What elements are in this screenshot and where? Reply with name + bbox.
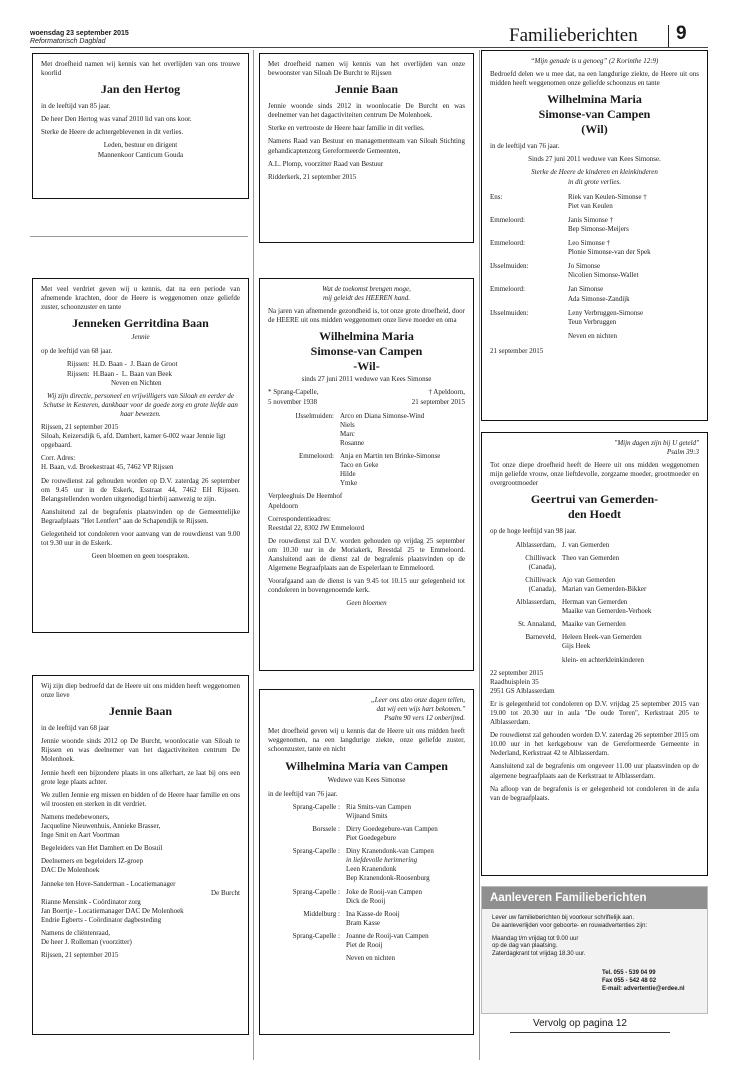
- notice-signature: Leden, bestuur en dirigent: [103, 141, 178, 150]
- family-member: Taco en Geke: [340, 461, 379, 470]
- submission-info-line: Maandag t/m vrijdag tot 9.00 uur: [492, 935, 579, 942]
- notice-text: Jennie woonde sinds 2012 in woonlocatie De Burcht en was deelnemer van het dagactiviteiten centrum De Molenhoek.: [268, 102, 465, 120]
- family-member: Marian van Gemerden-Bikker: [562, 584, 647, 593]
- family-member: Ada Simonse-Zandijk: [568, 294, 630, 303]
- name-line: Simonse-van Campen: [310, 344, 423, 359]
- family-entry: [490, 656, 699, 665]
- deceased-nickname: Jennie: [131, 333, 150, 342]
- notice-signature: Rianne Mensink - Coördinator zorg Jan Boertje - Locatiemanager DAC De Molenhoek Endrie Egberts - Coördinator dagbesteding: [41, 897, 184, 924]
- family-names: [568, 193, 699, 211]
- notice-age: in de leeftijd van 76 jaar.: [268, 789, 338, 798]
- email-link[interactable]: E-mail: advertentie@erdee.nl: [602, 986, 685, 993]
- notice-wish: Sterke de Heere de kinderen en kleinkinderen: [531, 168, 658, 177]
- fax-number: Fax 055 - 542 48 02: [602, 978, 657, 985]
- family-entry: [268, 847, 465, 883]
- notice-text: Namens Raad van Bestuur en managementteam van Siloah Stichting gehandicaptenzorg Gereformeerde Gemeenten,: [268, 137, 465, 155]
- notice-age: op de hoge leeftijd van 98 jaar.: [490, 527, 577, 536]
- page-number: 9: [676, 23, 687, 44]
- notice-text: A.L. Plomp, voorzitter Raad van Bestuur: [268, 159, 384, 168]
- notice-jennie-baan-residents: [32, 675, 249, 1035]
- notice-jan-den-hertog: [32, 53, 249, 199]
- family-names: [562, 620, 699, 629]
- notice-signature: Namens de cliëntenraad, De heer J. Rolleman (voorzitter): [41, 928, 132, 947]
- family-place: Sprang-Capelle :: [292, 802, 340, 811]
- family-member: Dick de Rooij: [346, 896, 386, 905]
- family-member: Ajo van Gemerden: [562, 575, 616, 584]
- family-entry: [490, 309, 699, 327]
- notice-signature: Janneke ten Hove-Sanderman - Locatiemanager: [41, 879, 176, 888]
- notice-intro: Tot onze diepe droefheid heeft de Heere uit ons midden weggenomen mijn geliefde vrouw, onze lieftdevolle, zorgzame moeder, grootmoeder en overgrootmoeder: [490, 461, 699, 488]
- notice-quote: “Mijn genade is u genoeg” (2 Korinthe 12:9): [530, 57, 659, 65]
- family-entry: [490, 216, 699, 234]
- family-entry: [490, 285, 699, 303]
- notice-intro: Na jaren van afnemende gezondheid is, tot onze grote droefheid, door de HEERE uit ons midden weggenomen onze lieve moeder en oma: [268, 307, 465, 325]
- name-line: -Wil-: [353, 359, 380, 374]
- family-member: Bram Kasse: [346, 918, 381, 927]
- family-place: IJsselmuiden:: [490, 262, 529, 271]
- notice-geertrui-van-gemerden: [481, 432, 708, 876]
- notice-text: Geen bloemen en geen toespraken.: [91, 552, 190, 561]
- family-place: Ens:: [490, 192, 503, 201]
- family-names: [346, 825, 465, 843]
- family-member: Teun Verbruggen: [568, 317, 617, 326]
- family-entry: [268, 412, 465, 448]
- family-list: [268, 412, 465, 489]
- family-place: Emmeloord:: [490, 239, 525, 248]
- family-list: [490, 541, 699, 665]
- relatives-line: Rijssen: H.D. Baan - J. Baan de Groot: [67, 360, 178, 369]
- family-member: Hilde: [340, 470, 356, 479]
- family-place: Emmeloord:: [490, 285, 525, 294]
- notice-quote: Wat de toekomst brengen moge,: [322, 285, 411, 293]
- notice-signature: Namens medebewoners, Jacqueline Nieuwenhuis, Annieke Brasser, Inge Smit en Aart Voortman: [41, 812, 161, 840]
- family-place: Sprang-Capelle :: [292, 931, 340, 940]
- family-place: Borssele :: [312, 824, 340, 833]
- family-entry: [490, 620, 699, 629]
- family-place: Emmeloord:: [299, 452, 334, 461]
- family-place: Chilliwack (Canada),: [525, 553, 556, 571]
- family-member: Theo van Gemerden: [562, 553, 620, 562]
- notice-text: Geen bloemen: [346, 599, 387, 608]
- notice-text: Aansluitend zal de begrafenis plaatsvinden op de Gemeentelijke Begraafplaats "Het Lentfert" aan de Schapendijk te Rijssen.: [41, 507, 240, 525]
- notice-text: Voorafgaand aan de dienst is van 9.45 tot 10.15 uur gelegenheid tot condoleren in bovengenoemde kerk.: [268, 577, 465, 595]
- submission-info-line: De aanleverlijden voor geboorte- en rouwadvertenties zijn:: [492, 922, 648, 929]
- submission-info-line: Zaterdagkrant tot vrijdag 18.30 uur.: [492, 951, 586, 958]
- deceased-name: [268, 329, 465, 374]
- continued-on-page[interactable]: Vervolg op pagina 12: [533, 1018, 627, 1029]
- family-names: [346, 932, 465, 950]
- care-home: Verpleeghuis De Heemhof Apeldoorn: [268, 492, 343, 510]
- family-entry: [490, 598, 699, 616]
- notice-quote: Psalm 39:3: [666, 448, 699, 457]
- family-place: IJsselmuiden:: [490, 308, 529, 317]
- family-place: Sprang-Capelle :: [292, 887, 340, 896]
- family-place: Alblasserdam,: [515, 540, 556, 549]
- family-member: Dirry Goedegebure-van Campen: [346, 824, 438, 833]
- notice-wilhelmina-van-campen: [259, 689, 474, 1035]
- family-member: Ymke: [340, 479, 358, 488]
- submission-info-title: Aanleveren Familieberichten: [482, 887, 707, 909]
- family-member: J. van Gemerden: [562, 540, 610, 549]
- family-names: [568, 309, 699, 327]
- family-member: Ina Kasse-de Rooij: [346, 909, 400, 918]
- relatives-line: Rijssen: H.Baan - L. Baan van Beek: [67, 369, 172, 378]
- deceased-name: Wilhelmina Maria van Campen: [285, 758, 448, 773]
- notice-text: Sinds 27 juni 2011 weduwe van Kees Simonse.: [528, 155, 661, 164]
- family-member: Janis Simonse †: [568, 215, 614, 224]
- notice-thanks: Wij zijn directie, personeel en vrijwilligers van Siloah en eerder de Schutse in Kesteren, dankbaar voor de goede zorg en grote liefde aan haar bewezen.: [43, 391, 238, 418]
- notice-intro: Met droefheid namen wij kennis van het overlijden van onze bewoonster van Siloah De Burcht te Rijssen: [268, 60, 465, 78]
- family-member: klein- en achterkleinkinderen: [562, 655, 645, 664]
- notice-text: Er is gelegenheid tot condoleren op D.V. vrijdag 25 september 2015 van 19.00 tot 20.30 uur in aula "De oude Toren", Kerkstraat 205 te Alblasserdam.: [490, 699, 699, 727]
- header-rule: [30, 47, 708, 48]
- family-member: Riek van Keulen-Simonse †: [568, 192, 647, 201]
- correspondence-address: Corr. Adres: H. Baan, v.d. Broekestraat 45, 7462 VP Rijssen: [41, 454, 174, 472]
- family-place: IJsselmuiden:: [295, 411, 334, 420]
- family-member: Neven en nichten: [568, 331, 617, 340]
- family-member: Maaike van Gemerden: [562, 620, 626, 629]
- relatives-line: Neven en Nichten: [111, 378, 162, 387]
- family-member: Plonie Simonse-van der Spek: [568, 248, 651, 257]
- family-member: Wijnand Smits: [346, 811, 388, 820]
- family-member: Gijs Heek: [562, 642, 591, 651]
- submission-info-line: op de dag van plaatsing.: [492, 943, 558, 950]
- family-member: Marc: [340, 429, 355, 438]
- family-entry: [490, 332, 699, 341]
- notice-address: Rijssen, 21 september 2015 Siloah, Keizersdijk 6, afd. Damhert, kamer 6-002 waar Jennie ligt opgebaard.: [41, 423, 226, 450]
- family-names: [340, 452, 465, 488]
- family-member: Diny Kranendonk-van Campen: [346, 847, 434, 856]
- family-entry: [490, 541, 699, 550]
- notice-text: Sterke en vertrooste de Heere haar familie in dit verlies.: [268, 124, 425, 133]
- family-names: [346, 888, 465, 906]
- notice-age: in de leeftijd van 85 jaar.: [41, 102, 111, 111]
- notice-age: op de leeftijd van 68 jaar.: [41, 347, 113, 356]
- deceased-name: Jan den Hertog: [100, 82, 181, 97]
- family-place: St. Annaland,: [518, 620, 556, 629]
- family-member: Herman van Gemerden: [562, 598, 628, 607]
- name-line: den Hoedt: [567, 507, 621, 522]
- family-entry: [490, 262, 699, 280]
- notice-text: De rouwdienst zal gehouden worden op D.V. zaterdag 26 september om 9.45 uur in de Eskerk, Esstraat 44, 7462 EH Rijssen. Belangstellenden worden uitgenodigd hierbij aanwezig te zijn.: [41, 476, 240, 503]
- notice-signature: Mannenkoor Canticum Gouda: [97, 150, 184, 159]
- family-member: Neven en nichten: [346, 954, 395, 963]
- notice-quote: dat wij een wijs hart bekomen.": [376, 705, 465, 714]
- notice-quote: Psalm 90 vers 12 onberijmd.: [384, 714, 465, 723]
- notice-intro: Wij zijn diep bedroefd dat de Heere uit ons midden heeft weggenomen onze lieve: [41, 682, 240, 700]
- family-place: [490, 656, 562, 665]
- family-member: Jan Simonse: [568, 285, 604, 294]
- correspondence-address: Correspondentieadres: Reestdal 22, 8302 JW Emmeloord: [268, 514, 365, 532]
- notice-text: Aansluitend zal de begrafenis om ongeveer 11.00 uur plaatsvinden op de algemene begraafplaats aan de Kerkstraat te Alblasserdam.: [490, 762, 699, 780]
- deceased-name: [490, 92, 699, 137]
- family-place: Middelburg :: [303, 909, 340, 918]
- family-entry: [268, 825, 465, 843]
- deceased-name: Jennie Baan: [108, 704, 172, 719]
- notice-wilhelmina-simonse-wil: [481, 50, 708, 421]
- header-separator: [668, 25, 669, 47]
- notice-text: Na afloop van de begrafenis is er gelegenheid tot condoleren in de aula van de begraafplaats.: [490, 784, 699, 802]
- family-member: Niels: [340, 420, 355, 429]
- family-names: [346, 847, 465, 883]
- family-names: [568, 332, 699, 341]
- family-list: [490, 193, 699, 341]
- family-place: Alblasserdam,: [515, 598, 556, 607]
- family-place: Barneveld,: [525, 633, 556, 642]
- notice-age: in de leeftijd van 76 jaar.: [490, 142, 560, 151]
- family-member: Arco en Diana Simonse-Wind: [340, 411, 425, 420]
- family-place: [268, 954, 346, 963]
- notice-signature: De Burcht: [211, 888, 240, 897]
- deceased-subtitle: Weduwe van Kees Simonse: [327, 775, 406, 784]
- family-names: [562, 541, 699, 550]
- name-line: Wilhelmina Maria: [547, 92, 642, 107]
- family-entry: [490, 633, 699, 651]
- notice-text: De rouwdienst zal D.V. worden gehouden op vrijdag 25 september om 10.30 uur in de Moriakerk, Reestdal 25 te Emmeloord. Aansluitend aan de dienst zal de begrafenis plaatsvinden op de Algemene Begraafplaats aan de Espelerlaan te Emmeloord.: [268, 536, 465, 573]
- family-entry: [268, 888, 465, 906]
- phone-number: Tel. 055 - 539 04 99: [602, 969, 656, 976]
- family-entry: [490, 554, 699, 572]
- family-names: [568, 216, 699, 234]
- notice-intro: Met droefheid namen wij kennis van het overlijden van ons trouwe koorlid: [41, 60, 240, 78]
- family-names: [562, 656, 699, 665]
- family-names: [568, 285, 699, 303]
- family-place: [490, 332, 568, 341]
- notice-quote: „Leer ons alzo onze dagen tellen,: [370, 696, 465, 704]
- notice-jenneken-baan: [32, 278, 249, 633]
- deceased-name: [490, 492, 699, 522]
- family-names: [562, 633, 699, 651]
- family-place: Emmeloord:: [490, 215, 525, 224]
- family-member: Jo Simonse: [568, 262, 601, 271]
- family-names: [346, 910, 465, 928]
- notice-text: Sterke de Heere de achtergeblevenen in dit verlies.: [41, 128, 184, 137]
- column-divider: [479, 50, 480, 1060]
- family-member: Leny Verbruggen-Simonse: [568, 308, 644, 317]
- notice-intro: Met droefheid geven wij u kennis dat de Heere uit ons midden heeft weggenomen, na een langdurige ziekte, onze geliefde zuster, schoonzuster, tante en nicht: [268, 727, 465, 754]
- family-names: [340, 412, 465, 448]
- family-entry: [268, 910, 465, 928]
- deceased-name: Jenneken Gerritdina Baan: [72, 316, 209, 331]
- death-info: † Apeldoorn, 21 september 2015: [411, 388, 465, 406]
- family-member: Maaike van Gemerden-Verhoek: [562, 607, 652, 616]
- notice-text: sinds 27 juni 2011 weduwe van Kees Simonse: [301, 375, 432, 384]
- notice-text: Gelegenheid tot condoleren voor aanvang van de rouwdienst van 9.00 tot 9.30 uur in de Eskerk.: [41, 529, 240, 548]
- family-names: [346, 803, 465, 821]
- family-entry: [268, 803, 465, 821]
- family-names: [562, 554, 699, 572]
- family-place: Sprang-Capelle :: [292, 847, 340, 856]
- issue-date: woensdag 23 september 2015: [30, 30, 129, 37]
- notice-jennie-baan-siloah: [259, 53, 474, 243]
- notice-text: Jennie woonde sinds 2012 op De Burcht, woonlocatie van Siloah te Rijssen en was deelnemer van het dagactiviteiten centrum De Molenhoek.: [41, 737, 240, 764]
- notice-text: Jennie heeft een bijzondere plaats in ons allerhart, ze laat bij ons een grote lege plaats achter.: [41, 768, 240, 786]
- family-member: Bep Simonse-Meijers: [568, 224, 629, 233]
- family-member: Joanne de Rooij-van Campen: [346, 931, 429, 940]
- submission-info-line: Lever uw familieberichten bij voorkeur schriftelijk aan.: [492, 915, 635, 921]
- family-place: Chilliwack (Canada),: [525, 575, 556, 593]
- family-names: [562, 576, 699, 594]
- notice-address: 22 september 2015 Raadhuisplein 35 2951 GS Alblasserdam: [490, 668, 555, 695]
- notice-date: 21 september 2015: [490, 346, 544, 355]
- family-member: Anja en Martin ten Brinke-Simonse: [340, 452, 441, 461]
- family-member: Nicolien Simonse-Wallet: [568, 271, 639, 280]
- notice-signature: Deelnemers en begeleiders IZ-groep DAC De Molenhoek: [41, 857, 144, 875]
- family-entry: [268, 452, 465, 488]
- notice-quote: "Mijn dagen zijn bij U geteld": [614, 439, 699, 447]
- deceased-name: Jennie Baan: [334, 82, 398, 97]
- name-line: Geertrui van Gemerden-: [530, 492, 659, 507]
- name-line: Wilhelmina Maria: [319, 329, 414, 344]
- notice-date: Ridderkerk, 21 september 2015: [268, 172, 357, 181]
- family-names: [562, 598, 699, 616]
- notice-wish: in dit grote verlies.: [567, 177, 621, 186]
- family-member: in liefdevolle herinnering: [346, 856, 418, 865]
- notice-quote: mij geleidt des HEEREN hand.: [323, 294, 410, 303]
- family-names: [568, 262, 699, 280]
- notice-wilhelmina-simonse-children: [259, 278, 474, 671]
- family-member: Heleen Heek-van Gemerden: [562, 633, 642, 642]
- notice-text: De rouwdienst zal gehouden worden D.V. zaterdag 26 september 2015 om 10.00 uur in het kerkgebouw van de Gereformeerde Gemeente in Nederland, Kerkstraat 42 te Alblasserdam.: [490, 731, 699, 758]
- newspaper-name: Reformatorisch Dagblad: [30, 38, 106, 45]
- family-entry: [490, 239, 699, 257]
- notice-text: De heer Den Hertog was vanaf 2010 lid van ons koor.: [41, 115, 192, 124]
- section-title: Familieberichten: [509, 25, 638, 46]
- family-member: Leen Kranendonk: [346, 865, 397, 874]
- notice-text: We zullen Jennie erg missen en bidden of de Heere haar familie en ons wil troosten en sterken in dit verdriet.: [41, 790, 240, 808]
- family-entry: [490, 193, 699, 211]
- family-entry: [268, 932, 465, 950]
- family-member: Bep Kranendonk-Roosenburg: [346, 874, 430, 883]
- family-list: [268, 803, 465, 963]
- family-entry: [490, 576, 699, 594]
- column-divider: [253, 50, 254, 1060]
- notice-date: Rijssen, 21 september 2015: [41, 951, 119, 960]
- family-member: Ria Smits-van Campen: [346, 802, 411, 811]
- name-line: Simonse-van Campen: [538, 107, 651, 122]
- family-member: Leo Simonse †: [568, 239, 610, 248]
- notice-age: in de leeftijd van 68 jaar: [41, 724, 110, 733]
- name-line: (Wil): [581, 122, 608, 137]
- submission-info-box: [481, 886, 708, 1014]
- family-member: Rosanne: [340, 438, 365, 447]
- family-member: Piet van Keulen: [568, 201, 613, 210]
- horizontal-divider: [30, 236, 248, 237]
- notice-signature: Begeleiders van Het Damhert en De Bosuil: [41, 844, 163, 853]
- notice-intro: Met veel verdriet geven wij u kennis, dat na een periode van afnemende krachten, door de Heere is weggenomen onze geliefde zuster, schoonzuster en tante: [41, 285, 240, 312]
- family-names: [568, 239, 699, 257]
- birth-info: * Sprang-Capelle, 5 november 1938: [268, 388, 319, 406]
- footer-rule: [510, 1032, 670, 1033]
- family-member: Piet de Rooij: [346, 940, 383, 949]
- family-names: [346, 954, 465, 963]
- notice-intro: Bedroefd delen we u mee dat, na een langdurige ziekte, de Heere uit ons midden heeft weggenomen onze geliefde schoonzus en tante: [490, 70, 699, 88]
- family-entry: [268, 954, 465, 963]
- family-member: Joke de Rooij-van Campen: [346, 887, 423, 896]
- family-member: Piet Goedegebure: [346, 834, 396, 843]
